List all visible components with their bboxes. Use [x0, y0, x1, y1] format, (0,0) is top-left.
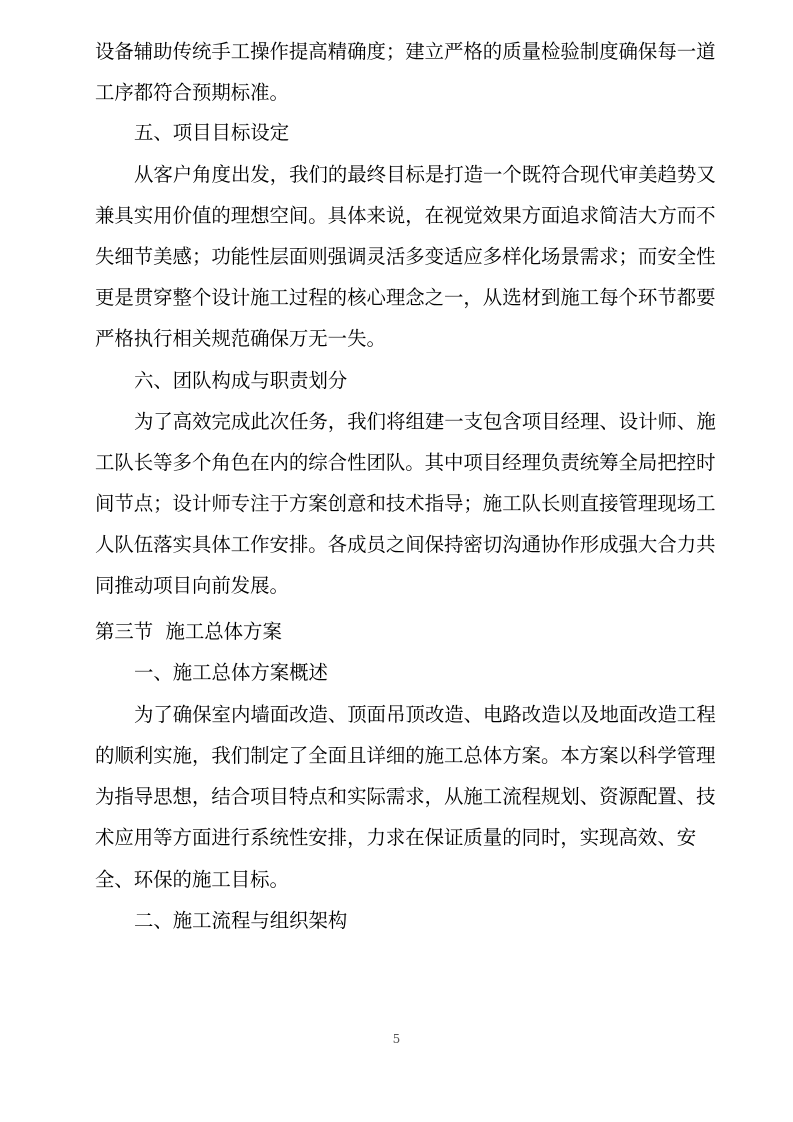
paragraph-line: 同推动项目向前发展。 — [95, 574, 289, 597]
page-number: 5 — [392, 1032, 401, 1046]
paragraph-line: 兼具实用价值的理想空间。具体来说，在视觉效果方面追求简洁大方而不 — [95, 204, 716, 227]
paragraph-line: 术应用等方面进行系统性安排，力求在保证质量的同时，实现高效、安 — [95, 826, 697, 849]
paragraph-line: 全、环保的施工目标。 — [95, 868, 289, 891]
paragraph-line: 严格执行相关规范确保万无一失。 — [95, 327, 386, 350]
paragraph-line: 设备辅助传统手工操作提高精确度；建立严格的质量检验制度确保每一道 — [95, 40, 716, 63]
subsection-heading: 六、团队构成与职责划分 — [134, 369, 348, 392]
paragraph-line: 的顺利实施，我们制定了全面且详细的施工总体方案。本方案以科学管理 — [95, 744, 716, 767]
paragraph-line: 为了确保室内墙面改造、顶面吊顶改造、电路改造以及地面改造工程 — [134, 703, 716, 726]
paragraph-line: 失细节美感；功能性层面则强调灵活多变适应多样化场景需求；而安全性 — [95, 245, 716, 268]
paragraph-line: 间节点；设计师专注于方案创意和技术指导；施工队长则直接管理现场工 — [95, 492, 716, 515]
paragraph-line: 工队长等多个角色在内的综合性团队。其中项目经理负责统筹全局把控时 — [95, 451, 716, 474]
subsection-heading: 五、项目目标设定 — [134, 121, 290, 144]
section-heading: 第三节 施工总体方案 — [95, 620, 282, 643]
paragraph-line: 从客户角度出发，我们的最终目标是打造一个既符合现代审美趋势又 — [134, 163, 716, 186]
paragraph-line: 人队伍落实具体工作安排。各成员之间保持密切沟通协作形成强大合力共 — [95, 533, 716, 556]
subsection-heading: 二、施工流程与组织架构 — [134, 909, 348, 932]
subsection-heading: 一、施工总体方案概述 — [134, 661, 328, 684]
paragraph-line: 更是贯穿整个设计施工过程的核心理念之一，从选材到施工每个环节都要 — [95, 286, 716, 309]
paragraph-line: 为了高效完成此次任务，我们将组建一支包含项目经理、设计师、施 — [134, 410, 716, 433]
paragraph-line: 工序都符合预期标准。 — [95, 81, 289, 104]
paragraph-line: 为指导思想，结合项目特点和实际需求，从施工流程规划、资源配置、技 — [95, 785, 716, 808]
